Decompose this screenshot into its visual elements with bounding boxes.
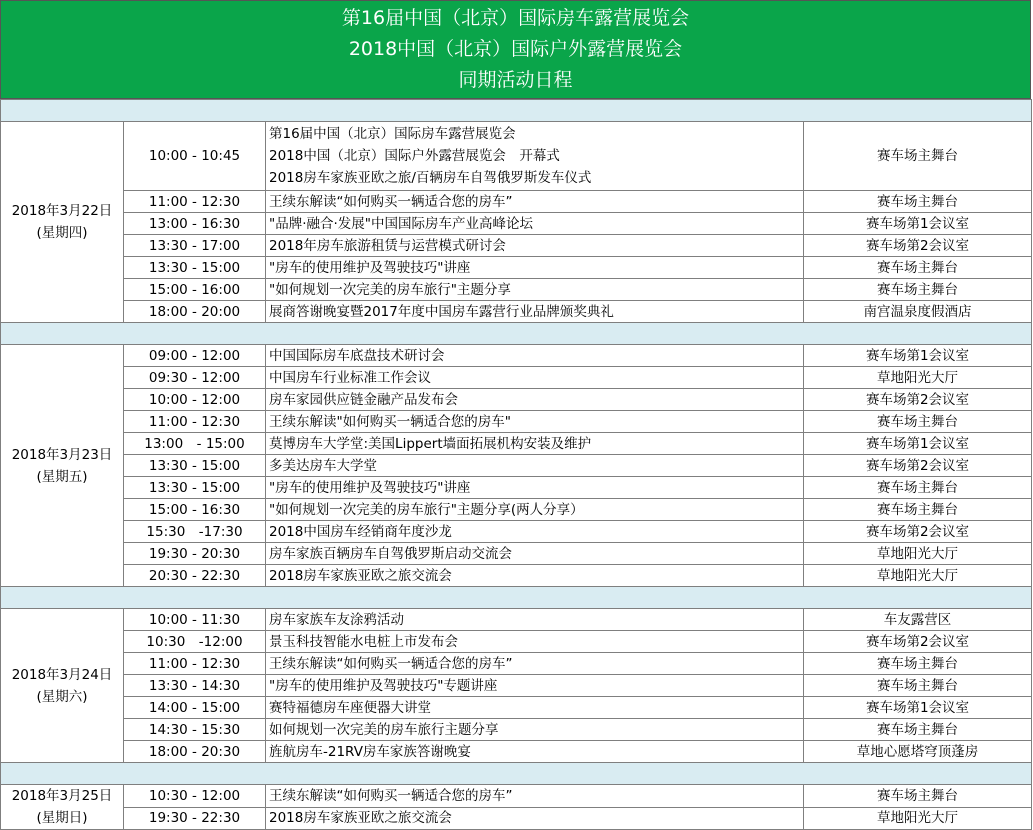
date-cell [1,122,124,323]
event-cell: 景玉科技智能水电桩上市发布会 [266,631,804,653]
table-row [1,631,1032,653]
event-cell: "如何规划一次完美的房车旅行"主题分享(两人分享） [266,499,804,521]
venue-cell: 草地阳光大厅 [804,807,1032,830]
date-cell [1,785,124,830]
time-cell: 13:30 - 15:00 [124,455,266,477]
event-cell: 旌航房车-21RV房车家族答谢晚宴 [266,741,804,763]
table-row [1,807,1032,830]
time-cell: 18:00 - 20:00 [124,301,266,323]
time-cell: 11:00 - 12:30 [124,411,266,433]
table-row [1,455,1032,477]
venue-cell: 南宫温泉度假酒店 [804,301,1032,323]
event-cell: "房车的使用维护及驾驶技巧"讲座 [266,477,804,499]
time-cell: 10:00 - 11:30 [124,609,266,631]
table-row [1,719,1032,741]
venue-cell: 草地阳光大厅 [804,565,1032,587]
venue-cell: 赛车场第2会议室 [804,455,1032,477]
date-label: 2018年3月25日 [11,788,113,804]
separator-cell [1,587,1032,609]
page-title [0,0,1031,99]
venue-cell: 赛车场主舞台 [804,477,1032,499]
table-row [1,345,1032,367]
event-line: 2018房车家族亚欧之旅/百辆房车自驾俄罗斯发车仪式 [269,170,592,186]
venue-cell: 赛车场第1会议室 [804,433,1032,455]
event-cell: "房车的使用维护及驾驶技巧"专题讲座 [266,675,804,697]
schedule-body [1,100,1032,830]
table-row [1,675,1032,697]
time-cell: 10:30 -12:00 [124,631,266,653]
event-line: 第16届中国（北京）国际房车露营展览会 [269,126,516,142]
event-cell: 2018年房车旅游租赁与运营模式研讨会 [266,235,804,257]
time-cell: 11:00 - 12:30 [124,191,266,213]
venue-cell: 草地阳光大厅 [804,543,1032,565]
time-cell: 14:00 - 15:00 [124,697,266,719]
time-cell: 11:00 - 12:30 [124,653,266,675]
venue-cell: 赛车场第1会议室 [804,213,1032,235]
event-cell: "品牌·融合·发展"中国国际房车产业高峰论坛 [266,213,804,235]
day-separator-row [1,763,1032,785]
time-cell: 13:30 - 17:00 [124,235,266,257]
venue-cell: 草地心愿塔穹顶蓬房 [804,741,1032,763]
table-row [1,191,1032,213]
table-row [1,543,1032,565]
table-row [1,411,1032,433]
event-cell: 房车家族车友涂鸦活动 [266,609,804,631]
table-row [1,785,1032,808]
time-cell: 15:00 - 16:30 [124,499,266,521]
time-cell: 13:00 - 16:30 [124,213,266,235]
time-cell: 18:00 - 20:30 [124,741,266,763]
venue-cell: 赛车场第2会议室 [804,389,1032,411]
table-row [1,609,1032,631]
event-line: 2018中国（北京）国际户外露营展览会 开幕式 [269,148,560,164]
date-label: 2018年3月24日 [11,666,113,683]
separator-cell [1,323,1032,345]
venue-cell: 赛车场第2会议室 [804,235,1032,257]
table-row [1,257,1032,279]
time-cell: 15:00 - 16:00 [124,279,266,301]
venue-cell: 赛车场第1会议室 [804,345,1032,367]
time-cell: 09:30 - 12:00 [124,367,266,389]
weekday-label: (星期六) [36,688,88,705]
time-cell: 13:00 - 15:00 [124,433,266,455]
venue-cell: 赛车场第2会议室 [804,521,1032,543]
day-separator-row [1,100,1032,122]
event-cell: 中国国际房车底盘技术研讨会 [266,345,804,367]
separator-cell [1,100,1032,122]
day-separator-row [1,587,1032,609]
venue-cell: 赛车场主舞台 [804,499,1032,521]
event-cell: 王续东解读“如何购买一辆适合您的房车” [266,191,804,213]
event-cell: 多美达房车大学堂 [266,455,804,477]
venue-cell: 赛车场主舞台 [804,191,1032,213]
date-cell [1,609,124,763]
table-row [1,697,1032,719]
time-cell: 19:30 - 20:30 [124,543,266,565]
table-row [1,122,1032,191]
weekday-label: (星期日) [36,810,88,826]
table-row [1,565,1032,587]
schedule-table [0,99,1032,830]
time-cell: 13:30 - 14:30 [124,675,266,697]
table-row [1,301,1032,323]
table-row [1,367,1032,389]
table-row [1,279,1032,301]
date-label: 2018年3月22日 [11,203,113,219]
table-row [1,389,1032,411]
event-cell: 2018房车家族亚欧之旅交流会 [266,807,804,830]
event-cell: "如何规划一次完美的房车旅行"主题分享 [266,279,804,301]
table-row [1,521,1032,543]
venue-cell: 赛车场主舞台 [804,675,1032,697]
event-cell: 房车家族百辆房车自驾俄罗斯启动交流会 [266,543,804,565]
event-cell [266,122,804,191]
event-cell: 王续东解读"如何购买一辆适合您的房车" [266,411,804,433]
event-cell: 展商答谢晚宴暨2017年度中国房车露营行业品牌颁奖典礼 [266,301,804,323]
time-cell: 10:30 - 12:00 [124,785,266,808]
time-cell: 14:30 - 15:30 [124,719,266,741]
venue-cell: 赛车场主舞台 [804,279,1032,301]
venue-cell: 赛车场主舞台 [804,411,1032,433]
time-cell: 15:30 -17:30 [124,521,266,543]
venue-cell: 赛车场主舞台 [804,785,1032,808]
date-cell [1,345,124,587]
time-cell: 10:00 - 12:00 [124,389,266,411]
event-cell: 如何规划一次完美的房车旅行主题分享 [266,719,804,741]
table-row [1,235,1032,257]
table-row [1,213,1032,235]
time-cell: 13:30 - 15:00 [124,257,266,279]
time-cell: 13:30 - 15:00 [124,477,266,499]
table-row [1,433,1032,455]
venue-cell: 赛车场主舞台 [804,122,1032,191]
title-line-1: 第16届中国（北京）国际房车露营展览会 [341,7,690,29]
time-cell: 09:00 - 12:00 [124,345,266,367]
event-cell: 2018中国房车经销商年度沙龙 [266,521,804,543]
venue-cell: 赛车场主舞台 [804,719,1032,741]
event-cell: "房车的使用维护及驾驶技巧"讲座 [266,257,804,279]
event-cell: 赛特福德房车座便器大讲堂 [266,697,804,719]
venue-cell: 草地阳光大厅 [804,367,1032,389]
event-cell: 中国房车行业标准工作会议 [266,367,804,389]
time-cell: 20:30 - 22:30 [124,565,266,587]
event-cell: 王续东解读“如何购买一辆适合您的房车” [266,785,804,808]
title-line-2: 2018中国（北京）国际户外露营展览会 [348,38,683,60]
separator-cell [1,763,1032,785]
venue-cell: 赛车场第1会议室 [804,697,1032,719]
time-cell: 19:30 - 22:30 [124,807,266,830]
date-label: 2018年3月23日 [11,446,113,463]
venue-cell: 赛车场主舞台 [804,653,1032,675]
weekday-label: (星期四) [36,225,88,241]
time-cell: 10:00 - 10:45 [124,122,266,191]
title-line-3: 同期活动日程 [458,69,573,91]
event-cell: 王续东解读“如何购买一辆适合您的房车” [266,653,804,675]
table-row [1,499,1032,521]
event-cell: 莫博房车大学堂:美国Lippert墙面拓展机构安装及维护 [266,433,804,455]
venue-cell: 车友露营区 [804,609,1032,631]
weekday-label: (星期五) [36,468,88,485]
table-row [1,653,1032,675]
day-separator-row [1,323,1032,345]
table-row [1,741,1032,763]
event-cell: 2018房车家族亚欧之旅交流会 [266,565,804,587]
table-row [1,477,1032,499]
venue-cell: 赛车场第2会议室 [804,631,1032,653]
event-cell: 房车家园供应链金融产品发布会 [266,389,804,411]
venue-cell: 赛车场主舞台 [804,257,1032,279]
